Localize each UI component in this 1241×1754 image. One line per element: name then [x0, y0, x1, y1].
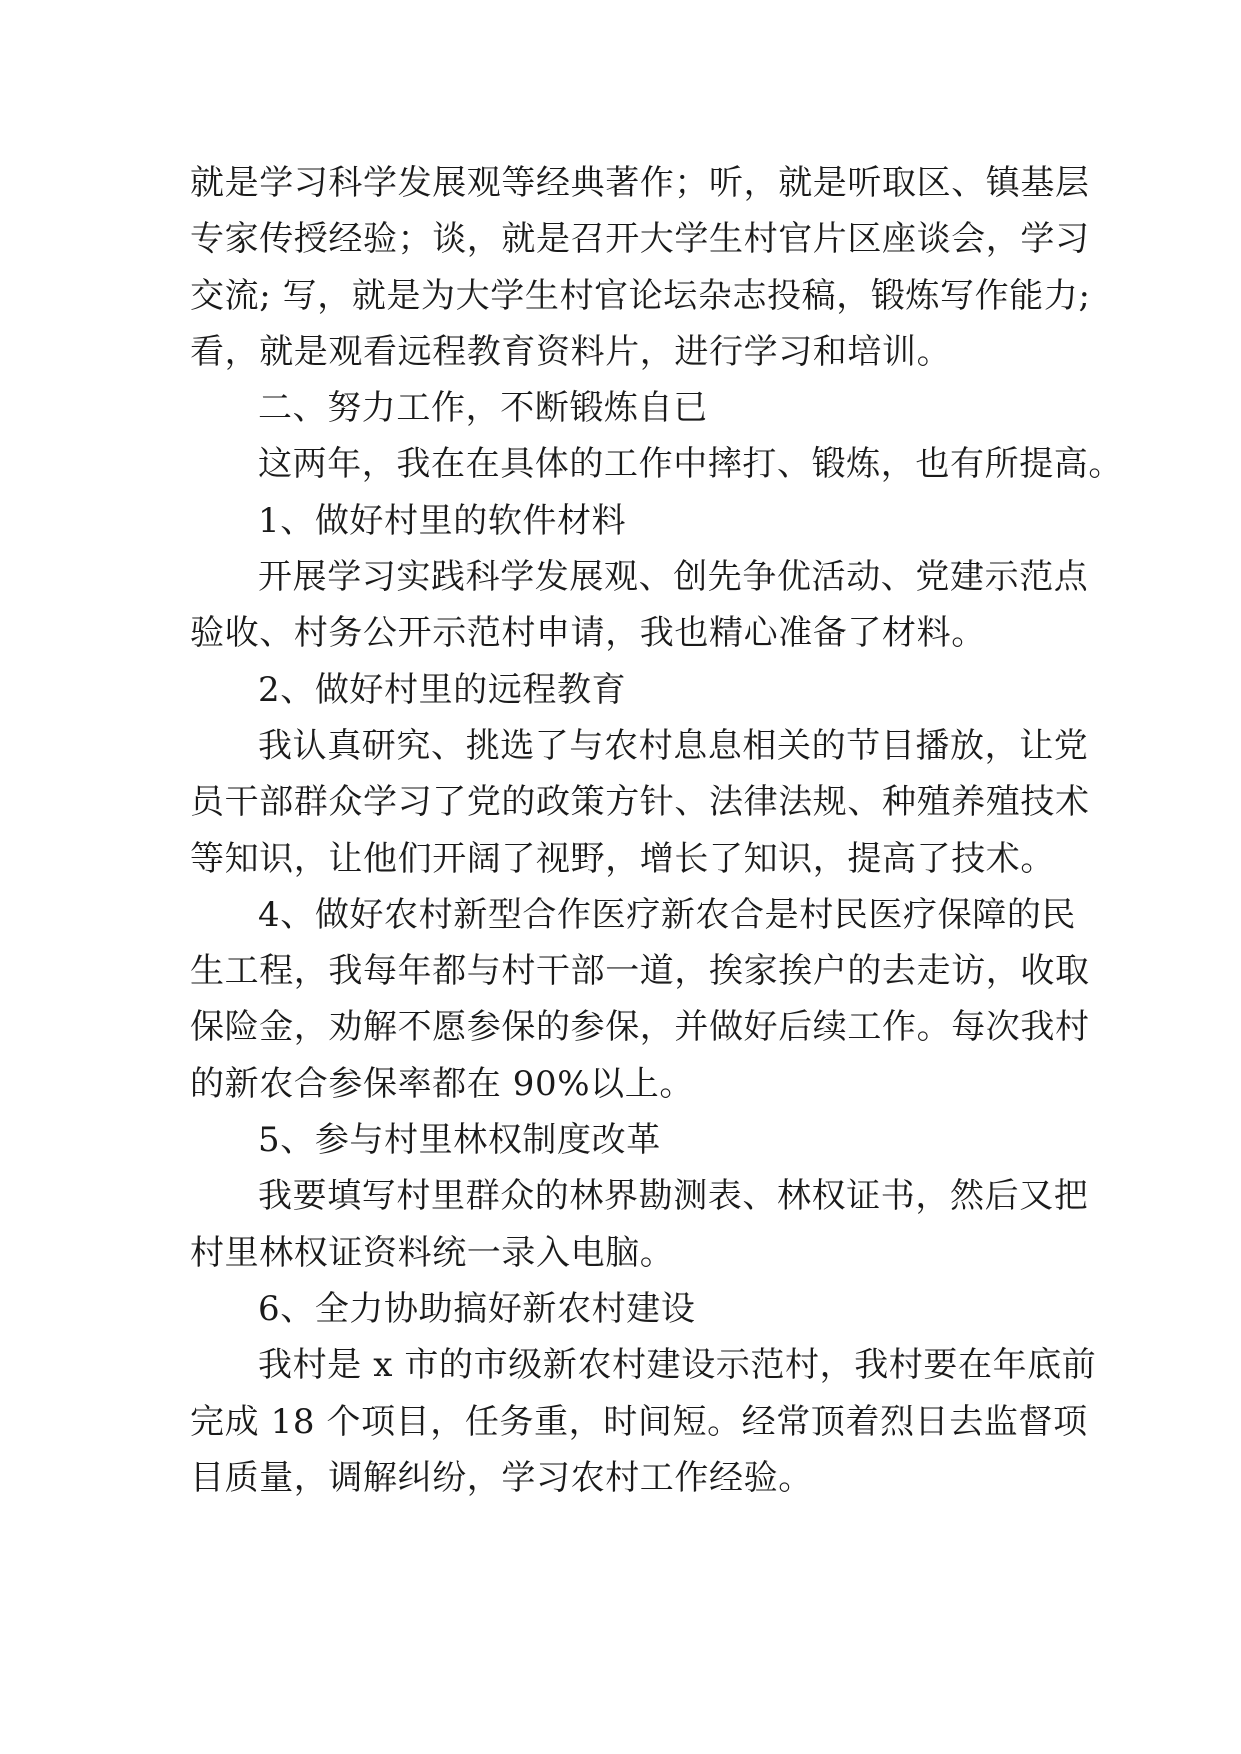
text-line: 完成 18 个项目，任务重，时间短。经常顶着烈日去监督项 [190, 1401, 1088, 1442]
document-page [190, 155, 1123, 1506]
section-heading: 二、努力工作，不断锻炼自已 [258, 388, 708, 429]
text-line: 目质量，调解纠纷，学习农村工作经验。 [190, 1457, 813, 1498]
text-line: 专家传授经验；谈，就是召开大学生村官片区座谈会，学习 [190, 219, 1090, 260]
text-line: 看，就是观看远程教育资料片，进行学习和培训。 [190, 331, 952, 372]
text-line: 验收、村务公开示范村申请，我也精心准备了材料。 [190, 613, 986, 654]
text-line: 我要填写村里群众的林界勘测表、林权证书，然后又把 [258, 1176, 1089, 1217]
subsection-heading: 1、做好村里的软件材料 [258, 500, 627, 541]
text-line: 交流; 写，就是为大学生村官论坛杂志投稿，锻炼写作能力; [190, 275, 1091, 316]
text-line: 这两年，我在在具体的工作中摔打、锻炼，也有所提高。 [258, 444, 1123, 485]
subsection-heading: 5、参与村里林权制度改革 [258, 1120, 661, 1161]
text-line: 4、做好农村新型合作医疗新农合是村民医疗保障的民 [258, 894, 1077, 935]
text-line: 保险金，劝解不愿参保的参保，并做好后续工作。每次我村 [190, 1007, 1090, 1048]
text-line: 我村是 x 市的市级新农村建设示范村，我村要在年底前 [258, 1345, 1097, 1386]
text-line: 就是学习科学发展观等经典著作；听，就是听取区、镇基层 [190, 163, 1090, 203]
text-line: 我认真研究、挑选了与农村息息相关的节目播放，让党 [258, 725, 1089, 766]
text-line: 生工程，我每年都与村干部一道，挨家挨户的去走访，收取 [190, 951, 1090, 992]
subsection-heading: 6、全力协助搞好新农村建设 [258, 1288, 696, 1329]
text-line: 等知识，让他们开阔了视野，增长了知识，提高了技术。 [190, 838, 1055, 879]
text-line: 的新农合参保率都在 90%以上。 [190, 1063, 694, 1104]
text-line: 开展学习实践科学发展观、创先争优活动、党建示范点 [258, 557, 1089, 598]
text-line: 村里林权证资料统一录入电脑。 [190, 1232, 675, 1273]
text-line: 员干部群众学习了党的政策方针、法律法规、种殖养殖技术 [190, 782, 1090, 823]
subsection-heading: 2、做好村里的远程教育 [258, 669, 627, 710]
